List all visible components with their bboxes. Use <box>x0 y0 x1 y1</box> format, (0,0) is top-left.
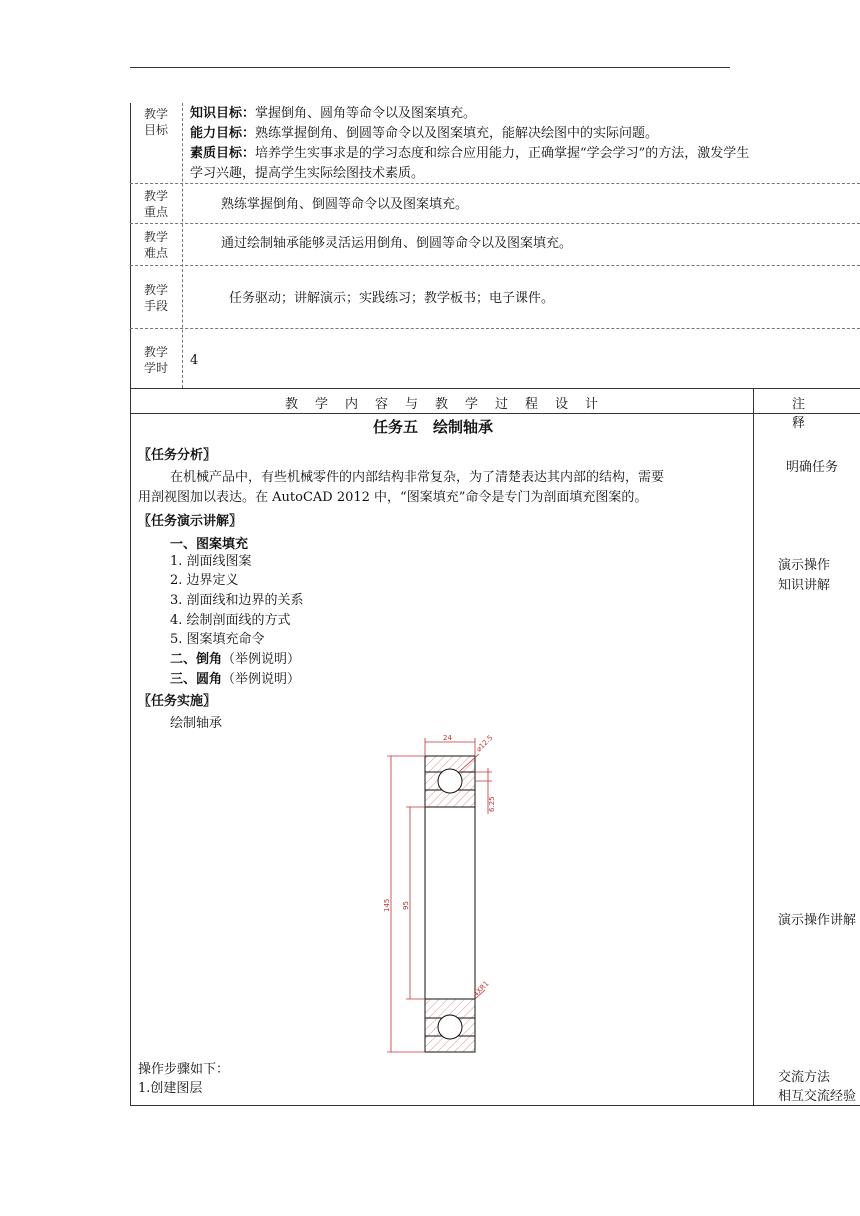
section-fillet: 三、圆角（举例说明） <box>170 672 301 687</box>
label-methods: 教学 手段 <box>143 283 168 313</box>
note-knowledge: 知识讲解 <box>778 578 831 593</box>
step-1: 1.创建图层 <box>138 1081 203 1096</box>
note-exchange: 交流方法 <box>778 1070 831 1085</box>
analysis-line-2: 用剖视图加以表达。在 AutoCAD 2012 中，“图案填充”命令是专门为剖面填充图案的。 <box>138 490 648 505</box>
list-item: 2. 边界定义 <box>170 573 239 588</box>
list-item: 1. 剖面线图案 <box>170 554 252 569</box>
row-divider <box>130 388 860 389</box>
analysis-heading: 〖任务分析〗 <box>138 448 217 463</box>
impl-heading: 〖任务实施〗 <box>138 694 217 709</box>
note-share-experience: 相互交流经验 <box>778 1089 857 1104</box>
dim-inner: 95 <box>402 901 410 910</box>
row-divider <box>130 413 860 414</box>
section-hatch: 一、图案填充 <box>170 537 249 552</box>
list-item: 4. 绘制剖面线的方式 <box>170 613 291 628</box>
dim-ball: ⌀12.5 <box>474 733 495 754</box>
label-difficulties: 教学 难点 <box>143 230 168 260</box>
label-hours: 教学 学时 <box>143 345 168 375</box>
label-teaching-goals: 教学 目标 <box>143 107 168 137</box>
steps-heading: 操作步骤如下： <box>138 1062 230 1077</box>
difficulties-text: 通过绘制轴承能够灵活运用倒角、倒圆等命令以及图案填充。 <box>221 236 573 251</box>
ball-top <box>438 769 462 793</box>
demo-heading: 〖任务演示讲解〗 <box>138 514 243 529</box>
list-item: 5. 图案填充命令 <box>170 632 265 647</box>
note-demo: 演示操作 <box>778 558 831 573</box>
header-rule <box>130 67 730 68</box>
task-title: 任务五 绘制轴承 <box>373 418 494 436</box>
goal-quality-cont: 学习兴趣，提高学生实际绘图技术素质。 <box>190 166 425 181</box>
list-item: 3. 剖面线和边界的关系 <box>170 593 304 608</box>
label-column-divider <box>182 103 183 388</box>
dim-outer: 145 <box>383 898 391 912</box>
goal-quality: 素质目标：培养学生实事求是的学习态度和综合应用能力，正确掌握“学会学习”的方法，激发学生 <box>190 146 750 161</box>
goal-ability: 能力目标：熟练掌握倒角、倒圆等命令以及图案填充，能解决绘图中的实际问题。 <box>190 126 659 141</box>
content-header: 教学内容与教学过程设计 <box>285 397 616 412</box>
dim-offset: 6.25 <box>488 796 496 812</box>
hours-text: 4 <box>190 353 199 368</box>
row-divider <box>130 223 860 224</box>
goal-knowledge: 知识目标：掌握倒角、圆角等命令以及图案填充。 <box>190 106 477 121</box>
ball-bottom <box>438 1015 462 1039</box>
analysis-line-1: 在机械产品中，有些机械零件的内部结构非常复杂，为了清楚表达其内部的结构，需要 <box>170 470 665 485</box>
notes-column-divider <box>753 388 754 1105</box>
impl-text: 绘制轴承 <box>170 716 223 731</box>
label-key-points: 教学 重点 <box>143 189 168 219</box>
notes-header: 注释 <box>792 397 836 431</box>
note-demo-explain: 演示操作讲解 <box>778 913 857 928</box>
section-chamfer: 二、倒角（举例说明） <box>170 652 301 667</box>
methods-text: 任务驱动；讲解演示；实践练习；教学板书；电子课件。 <box>229 291 555 306</box>
bearing-drawing <box>375 732 515 1058</box>
key-points-text: 熟练掌握倒角、倒圆等命令以及图案填充。 <box>221 197 469 212</box>
row-divider <box>130 328 860 329</box>
row-divider <box>130 265 860 266</box>
dim-width: 24 <box>443 734 452 742</box>
dim-chamfer: 4XR1 <box>471 979 491 999</box>
note-clarify-task: 明确任务 <box>786 460 839 475</box>
